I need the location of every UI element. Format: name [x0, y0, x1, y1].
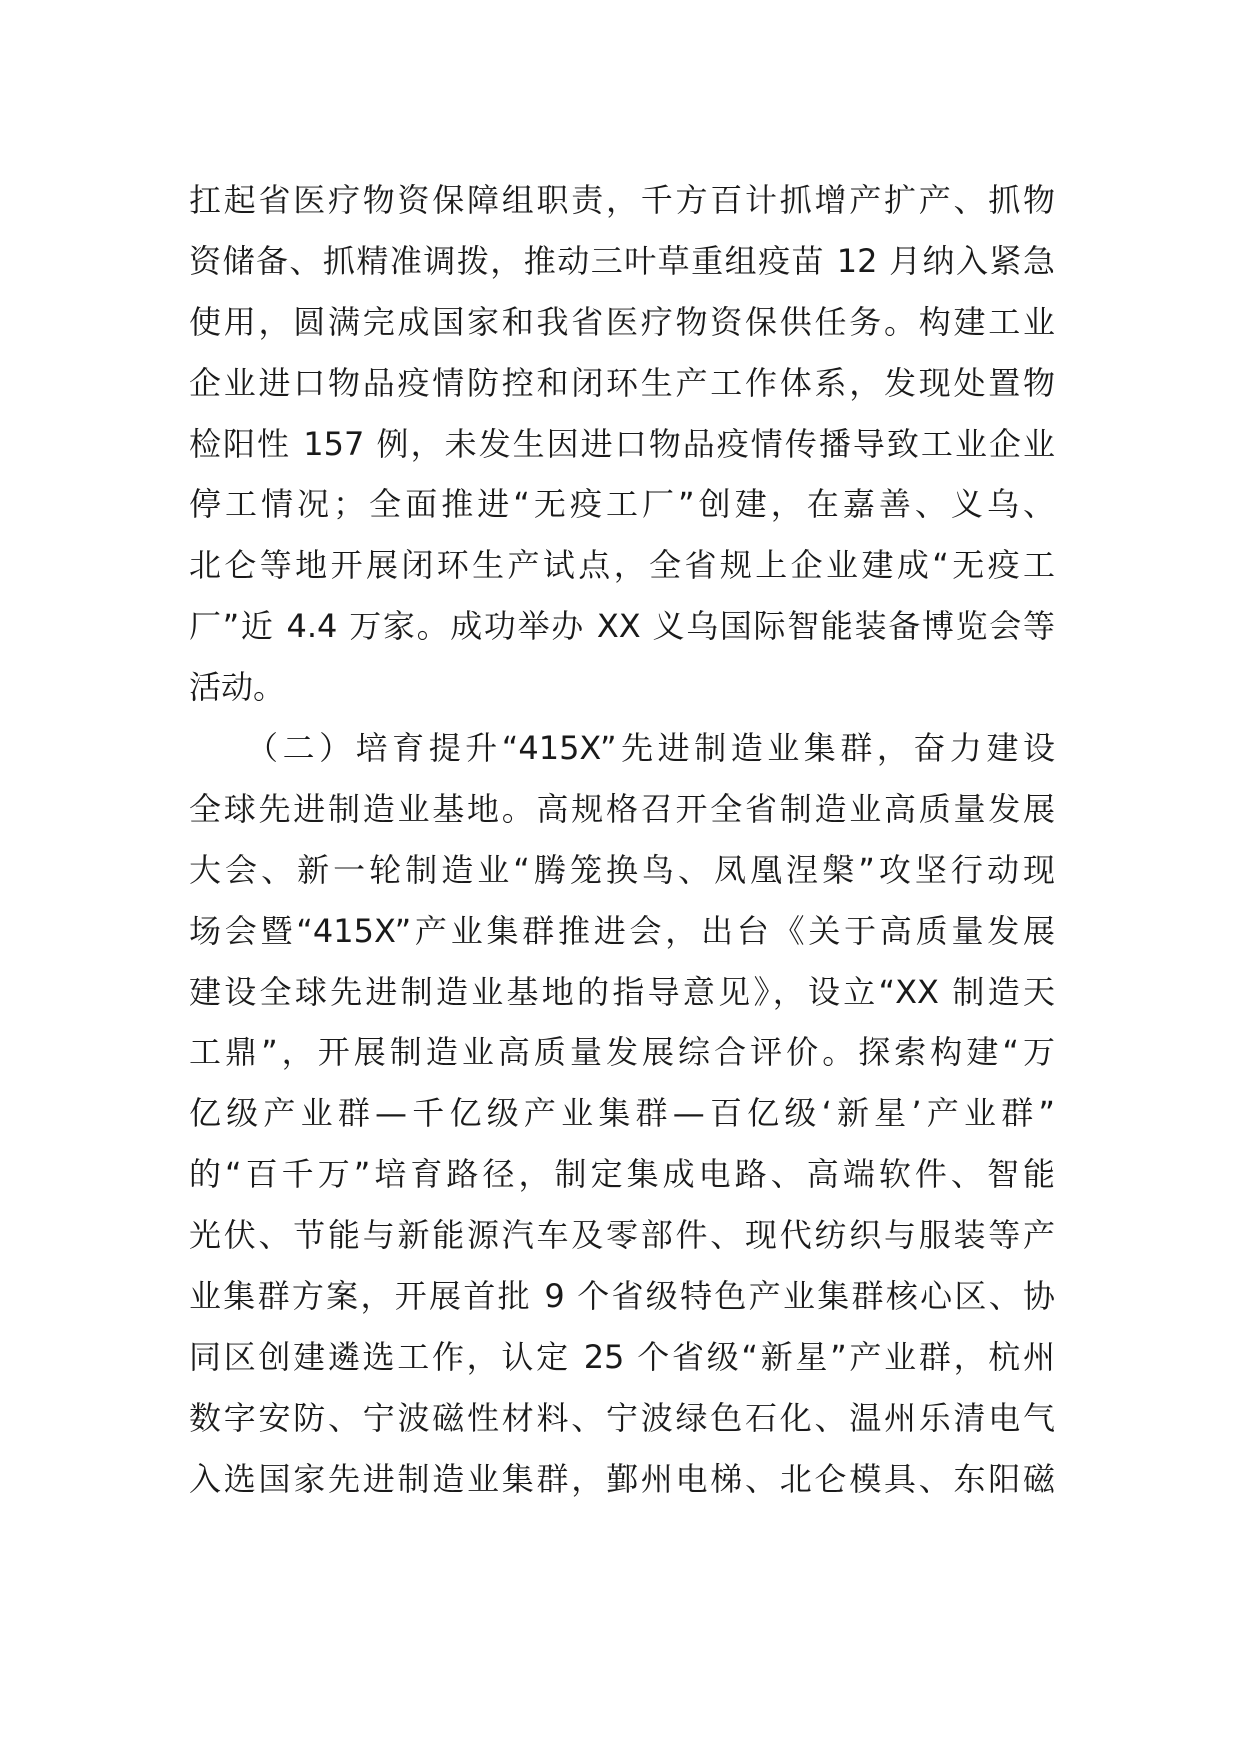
text-line: 全球先进制造业基地。高规格召开全省制造业高质量发展 [189, 789, 1055, 828]
text-line: 入选国家先进制造业集群，鄞州电梯、北仑模具、东阳磁 [189, 1459, 1055, 1498]
text-line: 检阳性 157 例，未发生因进口物品疫情传播导致工业企业 [189, 424, 1055, 463]
paragraph-heading-line: （二）培育提升“415X”先进制造业集群，奋力建设 [189, 729, 1055, 768]
text-line: 厂”近 4.4 万家。成功举办 XX 义乌国际智能装备博览会等 [189, 607, 1055, 646]
text-line: 亿级产业群—千亿级产业集群—百亿级‘新星’产业群” [189, 1094, 1055, 1133]
text-line: 数字安防、宁波磁性材料、宁波绿色石化、温州乐清电气 [189, 1398, 1055, 1437]
text-line: 资储备、抓精准调拨，推动三叶草重组疫苗 12 月纳入紧急 [189, 241, 1055, 280]
text-line: 光伏、节能与新能源汽车及零部件、现代纺织与服装等产 [189, 1216, 1055, 1255]
text-line: 工鼎”，开展制造业高质量发展综合评价。探索构建“万 [189, 1033, 1055, 1072]
text-line: 企业进口物品疫情防控和闭环生产工作体系，发现处置物 [189, 363, 1055, 402]
text-line: 活动。 [189, 668, 286, 707]
text-line: 的“百千万”培育路径，制定集成电路、高端软件、智能 [189, 1155, 1055, 1194]
body-text [189, 170, 1055, 1510]
text-line: 同区创建遴选工作，认定 25 个省级“新星”产业群，杭州 [189, 1337, 1055, 1376]
text-line: 大会、新一轮制造业“腾笼换鸟、凤凰涅槃”攻坚行动现 [189, 850, 1055, 889]
text-line: 场会暨“415X”产业集群推进会，出台《关于高质量发展 [189, 911, 1055, 950]
text-line: 使用，圆满完成国家和我省医疗物资保供任务。构建工业 [189, 302, 1055, 341]
text-line: 扛起省医疗物资保障组职责，千方百计抓增产扩产、抓物 [189, 181, 1055, 219]
text-line: 北仑等地开展闭环生产试点，全省规上企业建成“无疫工 [189, 546, 1055, 585]
text-line: 停工情况；全面推进“无疫工厂”创建，在嘉善、义乌、 [189, 485, 1055, 524]
text-line: 建设全球先进制造业基地的指导意见》，设立“XX 制造天 [189, 972, 1055, 1011]
text-line: 业集群方案，开展首批 9 个省级特色产业集群核心区、协 [189, 1277, 1055, 1316]
